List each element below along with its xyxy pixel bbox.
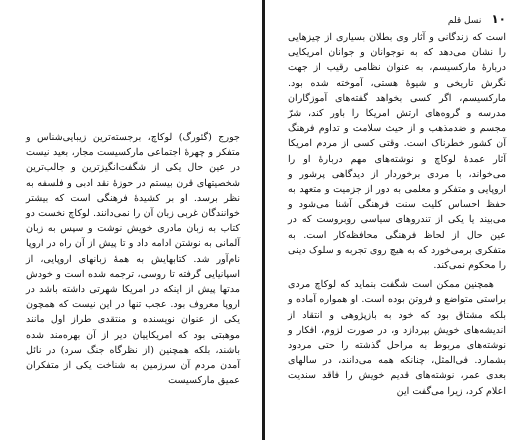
left-page — [0, 0, 262, 440]
left-page-body — [26, 130, 240, 388]
right-paragraph-2: همچنین ممکن است شگفت بنماید که لوکاچ مردی براستی متواضع و فروتن بوده است. او همواره آماده و بلکه مشتاق بود که خود به بازپژوهی و انتقاد از اندیشه‌های خویش بپردازد و، در صورت لزوم، افکار و نوشته‌های مربوط به مراحل گذشته را حتی مردود بشمارد. فی‌المثل، چنانکه همه می‌دانند، در سالهای بعدی عمر، نوشته‌های قدیم خویش را فاقد سندیت اعلام کرد، زیرا می‌گفت این — [288, 279, 506, 397]
right-page-body — [288, 30, 506, 399]
left-paragraph-1: جورج (گئورگ) لوکاچ، برجسته‌ترین زیبایی‌شناس و متفکر و چهرهٔ اجتماعی مارکسیست مجار، بعید نیست در عین حال یکی از شگفت‌انگیزترین و جالب‌ترین شخصیتهای قرن بیستم در حوزهٔ نقد ادبی و فلسفه به نظر برسد. او بر کشیدهٔ فرهنگی است که بیشتر خوانندگان غربی زبان آن را نمی‌دانند. لوکاچ نخست دو کتاب به زبان مادری خویش نوشت و سپس به زبان آلمانی به نوشتن ادامه داد و تا پیش از آن راه در اروپا نام‌آور شد. کتابهایش به همهٔ زبانهای اروپایی، از اسپانیایی گرفته تا روسی، ترجمه شده است و خودش مدتها پیش از اینکه در امریکا شهرتی داشته باشد در اروپا معروف بود. عجب تنها در این نیست که همچون یکی از عنوان نویسنده و منتقدی طراز اول مانند موهبتی بود که امریکاییان دیر از آن بهره‌مند شده باشند، بلکه همچنین (از نظرگاه جنگ سرد) در نائل آمدن مردم آن سرزمین به شناخت یکی از متفکران عمیق مارکسیست — [26, 132, 240, 387]
right-page — [265, 0, 528, 440]
page-header — [448, 12, 506, 26]
page-number: ۱۰ — [491, 12, 506, 26]
right-paragraph-1: است که زندگانی و آثار وی بطلان بسیاری از چیزهایی را نشان می‌دهد که به نوجوانان و جوانان امریکایی دربارهٔ مارکسیسم، به عنوان نظامی رقیب از جهت نگرش تاریخی و شیوهٔ هستی، آموخته شده بود. مارکسیسم، اگر کسی بخواهد گفته‌های آموزگاران مدرسه و گروه‌های ارتش امریکا را باور کند، شرّ مجسم و ضدمذهب و از حیث سلامت و تداوم فرهنگ آن کشور خطرناک است. وقتی کسی از مردم امریکا آثار عمدهٔ لوکاچ و نوشته‌های مهم دربارهٔ او را می‌خواند، با مردی برخوردار از دیدگاهی پرشور و اروپایی و متفکر و معلمی به دور از جزمیت و متعهد به حفظ احساس کلیت سنت فرهنگی آشنا می‌شود و می‌بیند یا یکی از تندروهای سیاسی روبروست که در عین حال از لحاظ فرهنگی محافظه‌کار است. به متفکری برمی‌خورد که به هیچ روی تجربه و سلوک دینی را محکوم نمی‌کند. — [288, 32, 506, 272]
running-title: نسل قلم — [447, 16, 482, 26]
